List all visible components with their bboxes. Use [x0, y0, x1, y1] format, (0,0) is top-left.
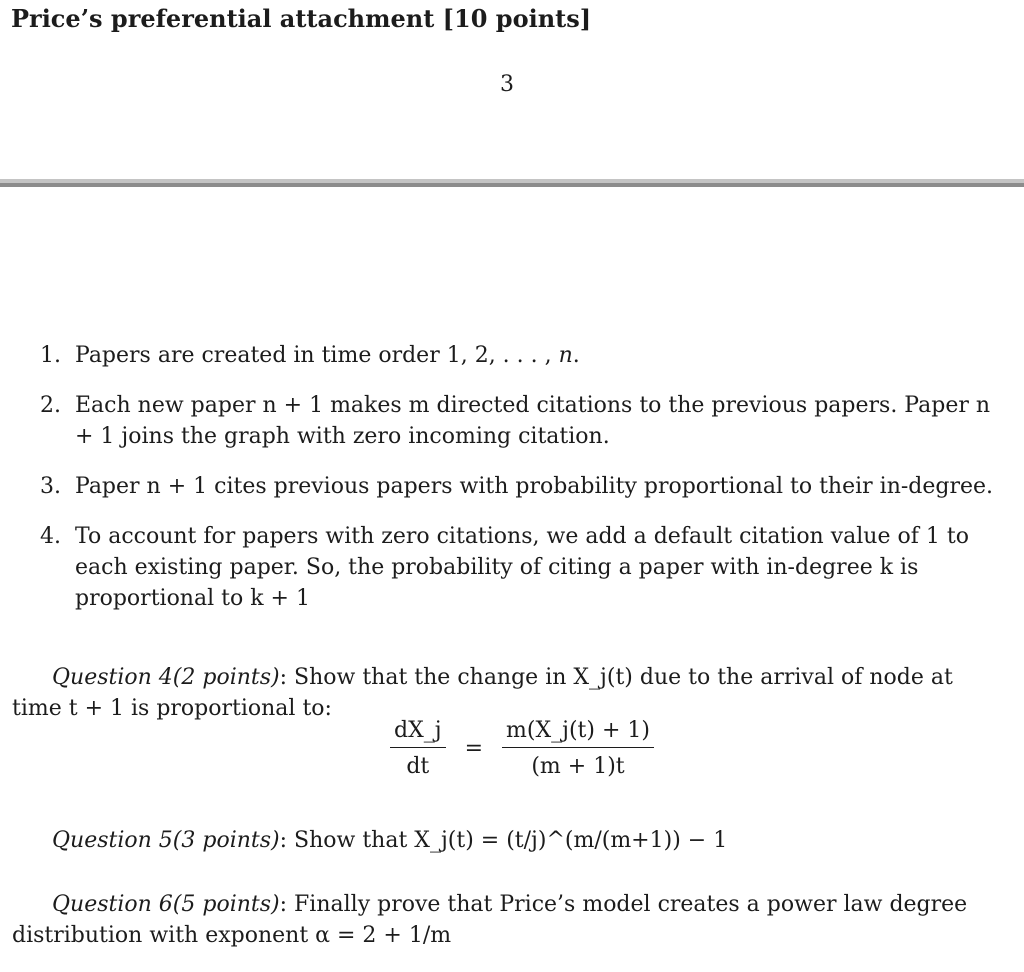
- lhs-numerator: dX_j: [390, 718, 446, 748]
- rhs-numerator: m(X_j(t) + 1): [502, 718, 654, 748]
- list-number: 2.: [40, 393, 61, 418]
- list-item: [40, 340, 1005, 371]
- question-text: : Show that the change in X_j(t) due to the arrival of node at time t + 1 is proportional to:: [12, 665, 953, 721]
- question-label: Question 4(2 points): [52, 665, 280, 690]
- model-rules-list: [40, 340, 1005, 633]
- question-text: : Show that X_j(t) = (t/j)^(m/(m+1)) − 1: [279, 828, 728, 853]
- list-number: 3.: [40, 474, 61, 499]
- question-4: [12, 662, 1002, 724]
- list-text: To account for papers with zero citations, we add a default citation value of 1 to each existing paper. So, the probability of citing a paper with in-degree k is proportional to k + 1: [75, 524, 969, 611]
- list-item: [40, 521, 1005, 614]
- question-text: : Finally prove that Price’s model creates a power law degree distribution with exponent α = 2 + 1/m: [12, 892, 968, 948]
- question-label: Question 6(5 points): [52, 892, 280, 917]
- lhs-fraction: [390, 718, 446, 779]
- question-label: Question 5(3 points): [52, 828, 280, 853]
- list-number: 1.: [40, 343, 61, 368]
- page-number: 3: [500, 72, 514, 97]
- section-title: Price’s preferential attachment [10 points]: [11, 4, 592, 33]
- rate-equation: [390, 718, 654, 779]
- list-item: [40, 471, 1005, 502]
- question-6: [12, 889, 1002, 951]
- rhs-fraction: [502, 718, 654, 779]
- list-item: [40, 390, 1005, 452]
- list-text: Papers are created in time order 1, 2, . . . ,: [75, 343, 559, 368]
- page-divider-shadow: [0, 183, 1024, 187]
- equals-sign: =: [464, 736, 484, 761]
- rhs-denominator: (m + 1)t: [531, 754, 625, 779]
- lhs-denominator: dt: [406, 754, 430, 779]
- list-number: 4.: [40, 524, 61, 549]
- math-var: n: [558, 343, 573, 368]
- question-5: [52, 825, 1002, 856]
- list-text: Each new paper n + 1 makes m directed citations to the previous papers. Paper n + 1 joins the graph with zero incoming citation.: [75, 393, 991, 449]
- list-text-end: .: [572, 343, 580, 368]
- list-text: Paper n + 1 cites previous papers with probability proportional to their in-degree.: [75, 474, 994, 499]
